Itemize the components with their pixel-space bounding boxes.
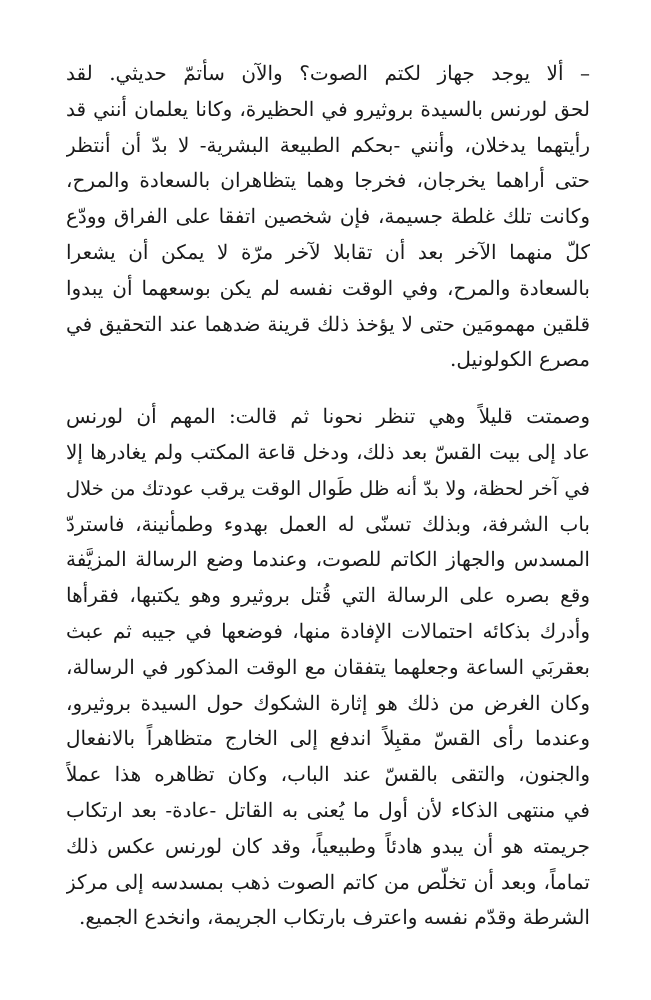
text-line: جريمته هو أن يبدو هادئاً وطبيعياً، وقد كان لورنس عكس ذلك xyxy=(66,833,590,858)
text-line: باب الشرفة، وبذلك تسنّى له العمل بهدوء وطمأنينة، فاستردّ xyxy=(66,511,590,536)
text-line: لحق لورنس بالسيدة بروثيرو في الحظيرة، وكانا يعلمان أنني قد xyxy=(66,96,590,121)
text-line: بعقربَي الساعة وجعلهما يتفقان مع الوقت المذكور في الرسالة، xyxy=(66,654,590,679)
text-line: رأيتهما يدخلان، وأنني -بحكم الطبيعة البشرية- لا بدّ أن أنتظر xyxy=(66,132,590,157)
text-line: قلقين مهمومَين حتى لا يؤخذ ذلك قرينة ضدهما عند التحقيق في xyxy=(66,311,590,336)
text-line: في منتهى الذكاء لأن أول ما يُعنى به القاتل -عادة- بعد ارتكاب xyxy=(66,797,590,822)
text-line: وقع بصره على الرسالة التي قُتل بروثيرو وهو يكتبها، فقرأها xyxy=(66,583,590,608)
text-line: عاد إلى بيت القسّ بعد ذلك، ودخل قاعة المكتب ولم يغادرها إلا xyxy=(66,439,590,464)
text-line: كلّ منهما الآخر بعد أن تقابلا لآخر مرّة لا يمكن أن يشعرا xyxy=(66,239,590,264)
text-line: حتى أراهما يخرجان، فخرجا وهما يتظاهران بالسعادة والمرح، xyxy=(66,168,590,193)
paragraph-divider xyxy=(66,378,590,399)
paragraph-1 xyxy=(66,56,590,378)
text-line: في آخر لحظة، ولا بدّ أنه ظل طَوال الوقت يرقب عودتك من خلال xyxy=(66,476,590,500)
text-line: وصمتت قليلاً وهي تنظر نحونا ثم قالت: المهم أن لورنس xyxy=(66,404,590,429)
text-line: والجنون، والتقى بالقسّ عند الباب، وكان تظاهره هذا عملاً xyxy=(66,762,590,787)
paragraph-2 xyxy=(66,399,590,936)
text-line: الشرطة وقدّم نفسه واعترف بارتكاب الجريمة، وانخدع الجميع. xyxy=(78,905,590,930)
text-line: المسدس والجهاز الكاتم للصوت، وعندما وضع الرسالة المزيَّفة xyxy=(66,547,590,572)
text-line: وكان الغرض من ذلك هو إثارة الشكوك حول السيدة بروثيرو، xyxy=(66,690,590,715)
text-line: مصرع الكولونيل. xyxy=(450,347,590,372)
text-line: بالسعادة والمرح، وفي الوقت نفسه لم يكن بوسعهما أن يبدوا xyxy=(66,275,590,300)
page-text xyxy=(66,56,590,936)
text-line: وكانت تلك غلطة جسيمة، فإن شخصين اتفقا على الفراق وودّع xyxy=(66,204,590,229)
text-line: وعندما رأى القسّ مقبِلاً اندفع إلى الخارج متظاهراً بالانفعال xyxy=(66,726,590,751)
text-line: – ألا يوجد جهاز لكتم الصوت؟ والآن سأتمّ حديثي. لقد xyxy=(66,61,590,85)
text-line: تماماً، وبعد أن تخلّص من كاتم الصوت ذهب بمسدسه إلى مركز xyxy=(66,869,590,894)
text-line: وأدرك بذكائه احتمالات الإفادة منها، فوضعها في جيبه ثم عبث xyxy=(66,618,590,643)
